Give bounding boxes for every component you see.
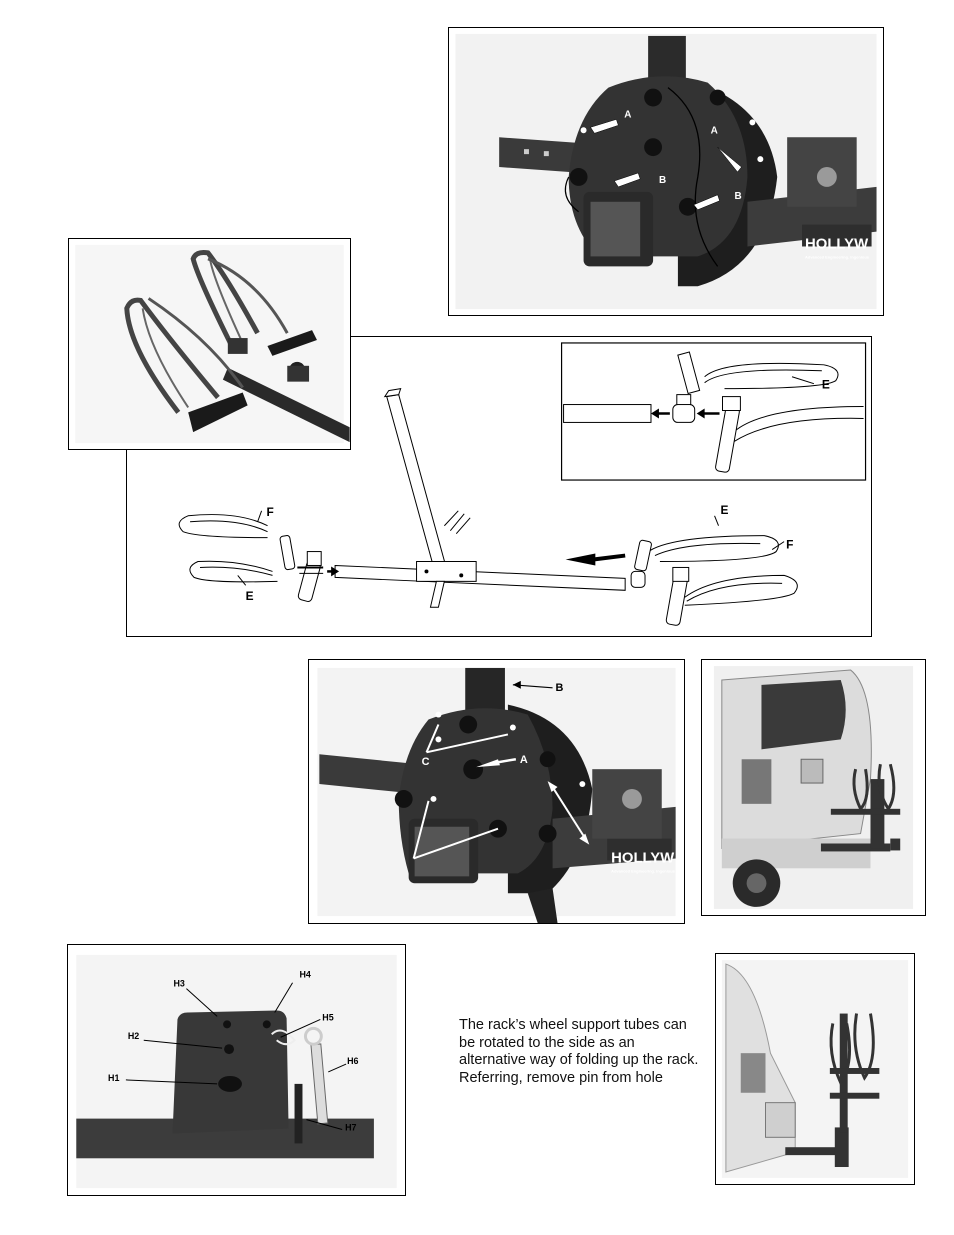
suv-folded-photo	[716, 954, 914, 1184]
suv-rack-photo	[702, 660, 925, 915]
label-e-left: E	[245, 589, 254, 604]
figure-suv-folded	[715, 953, 915, 1185]
label-h7: H7	[345, 1122, 357, 1133]
label-h6: H6	[347, 1056, 359, 1067]
label-h2: H2	[127, 1031, 140, 1042]
label-f-left: F	[266, 504, 274, 519]
tilt-mechanism-photo	[309, 660, 684, 923]
label-f-right: F	[786, 537, 794, 552]
figure-wheel-tray	[68, 238, 351, 450]
figure-suv-rack	[701, 659, 926, 916]
brand-subtext: Advanced Engineering. Ingenious	[805, 254, 869, 260]
label-h3: H3	[173, 978, 185, 989]
label-b2: B	[734, 190, 742, 202]
inset-label-e: E	[821, 377, 830, 392]
label-h4: H4	[299, 969, 311, 980]
wheel-tray-photo	[69, 239, 350, 449]
brand-logo: HOLLYW	[805, 236, 869, 253]
figure-hitch-plate	[448, 27, 884, 316]
tilt-label-c: C	[421, 756, 430, 769]
label-a1: A	[624, 109, 632, 121]
figure-tilt	[308, 659, 685, 924]
label-a2: A	[710, 125, 718, 137]
label-e-right: E	[720, 502, 729, 517]
hitch-plate-photo	[449, 28, 883, 315]
instruction-paragraph: The rack’s wheel support tubes can be rotated to the side as an alternative way of folding up the rack. Referring, remove pin from hole	[459, 1017, 699, 1086]
label-h1: H1	[108, 1072, 120, 1083]
tilt-label-b: B	[555, 681, 564, 694]
tilt-brand-logo: HOLLYW	[611, 850, 675, 867]
label-b1: B	[659, 174, 667, 186]
tilt-brand-subtext: Advanced Engineering. Ingenious	[611, 868, 675, 874]
figure-holes	[67, 944, 406, 1196]
hole-plate-photo	[68, 945, 405, 1195]
tilt-label-a: A	[519, 754, 528, 767]
label-h5: H5	[322, 1012, 334, 1023]
